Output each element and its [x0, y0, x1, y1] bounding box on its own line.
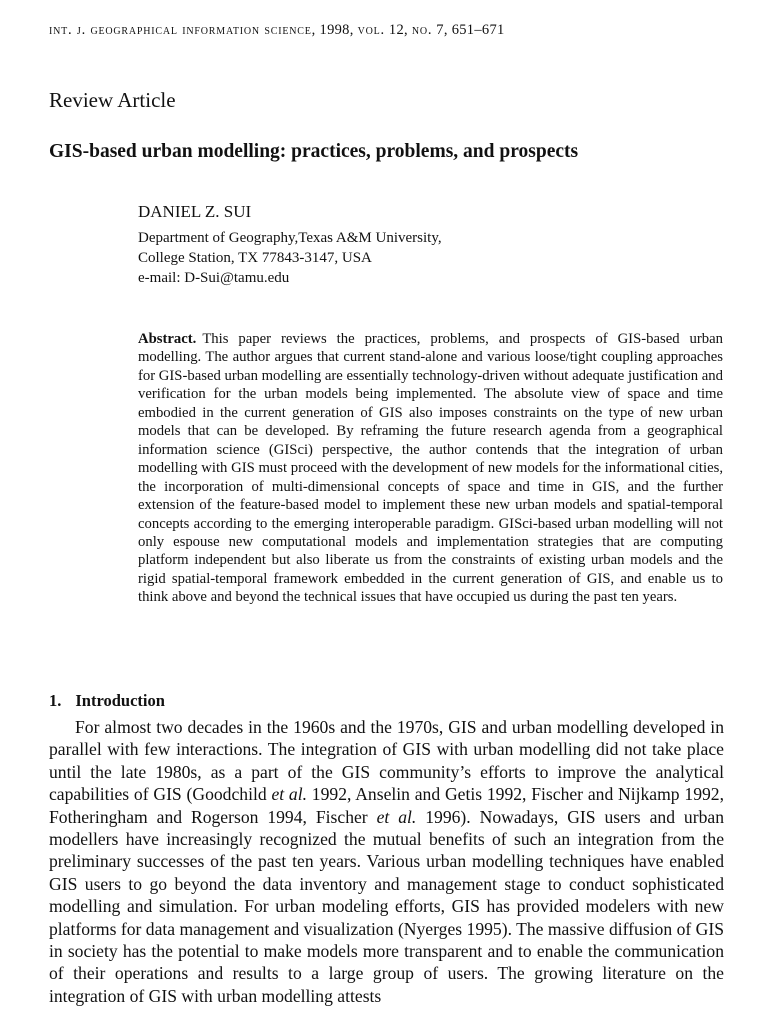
journal-year: 1998 [319, 22, 350, 38]
article-type: Review Article [49, 88, 176, 112]
section-number: 1. [49, 691, 62, 710]
abstract [138, 330, 723, 607]
affiliation-email: e-mail: D-Sui@tamu.edu [138, 270, 290, 286]
section-title: Introduction [75, 691, 165, 710]
intro-text-part-2: 1992, Anselin and Getis 1992, Fischer and Nijkamp 1992, Fotheringham and Rogerson 1994, Fischer [49, 784, 724, 827]
paper-title: GIS-based urban modelling: practices, problems, and prospects [49, 141, 579, 162]
intro-text-part-3: 1996). Nowadays, GIS users and urban modellers have increasingly recognized the mutual benefits of such an integration from the preliminary successes of the past ten years. Various urban modelling techniques have enabled GIS users to go beyond the data inventory and management stage to conduct sophisticated modelling and simulation. For urban modeling efforts, GIS has provided modelers with new platforms for data management and visualization (Nyerges 1995). The massive diffusion of GIS in society has the potential to make models more transparent and to enable the communication of their operations and results to a large group of users. The growing literature on the integration of GIS with urban modelling attests [49, 806, 724, 1006]
volume-number: 12 [388, 22, 405, 38]
running-head: int. j. geographical information science, 1998, vol. 12, no. 7, 651–671 [49, 22, 505, 38]
intro-etal-1: et al. [271, 784, 308, 805]
issue-number: 7 [436, 22, 444, 38]
affiliation-address: College Station, TX 77843-3147, USA [138, 250, 372, 266]
section-heading [49, 691, 165, 711]
issue-label: no. [411, 22, 433, 38]
abstract-text: This paper reviews the practices, problems, and prospects of GIS-based urban modelling. The author argues that current stand-alone and various loose/tight coupling approaches for GIS-based urban modelling are essentially technology-driven without adequate justification and verification for the urban models being implemented. The absolute view of space and time embodied in the current generation of GIS also imposes constraints on the type of new urban models that can be developed. By reframing the future research agenda from a geographical information science (GISci) perspective, the author contends that the integration of urban modelling with GIS must proceed with the development of new models for the informational cities, the incorporation of multi-dimensional concepts of space and time in GIS, and the further extension of the feature-based model to implement these new urban models and spatial-temporal concepts according to the emerging interoperable paradigm. GISci-based urban modelling will not only espouse new computational models and implementation strategies that are computing platform independent but also liberate us from the constraints of existing urban models and the rigid spatial-temporal framework embedded in the current generation of GIS, and enable us to think above and beyond the technical issues that have occupied us during the past ten years. [138, 331, 723, 606]
intro-paragraph [49, 716, 724, 1007]
abstract-label: Abstract. [138, 331, 197, 347]
journal-name: int. j. geographical information science [49, 22, 312, 38]
author-name: DANIEL Z. SUI [138, 202, 252, 221]
volume-label: vol. [357, 22, 385, 38]
affiliation-department: Department of Geography,Texas A&M University, [138, 230, 442, 246]
intro-text-part-1: For almost two decades in the 1960s and the 1970s, GIS and urban modelling developed in parallel with few interactions. The integration of GIS with urban modelling did not take place until the late 1980s, as a part of the GIS community’s efforts to improve the analytical capabilities of GIS (Goodchild [49, 717, 724, 805]
author-affiliation [138, 228, 442, 288]
intro-etal-2: et al. [376, 806, 417, 827]
page-range: 651–671 [451, 22, 505, 38]
